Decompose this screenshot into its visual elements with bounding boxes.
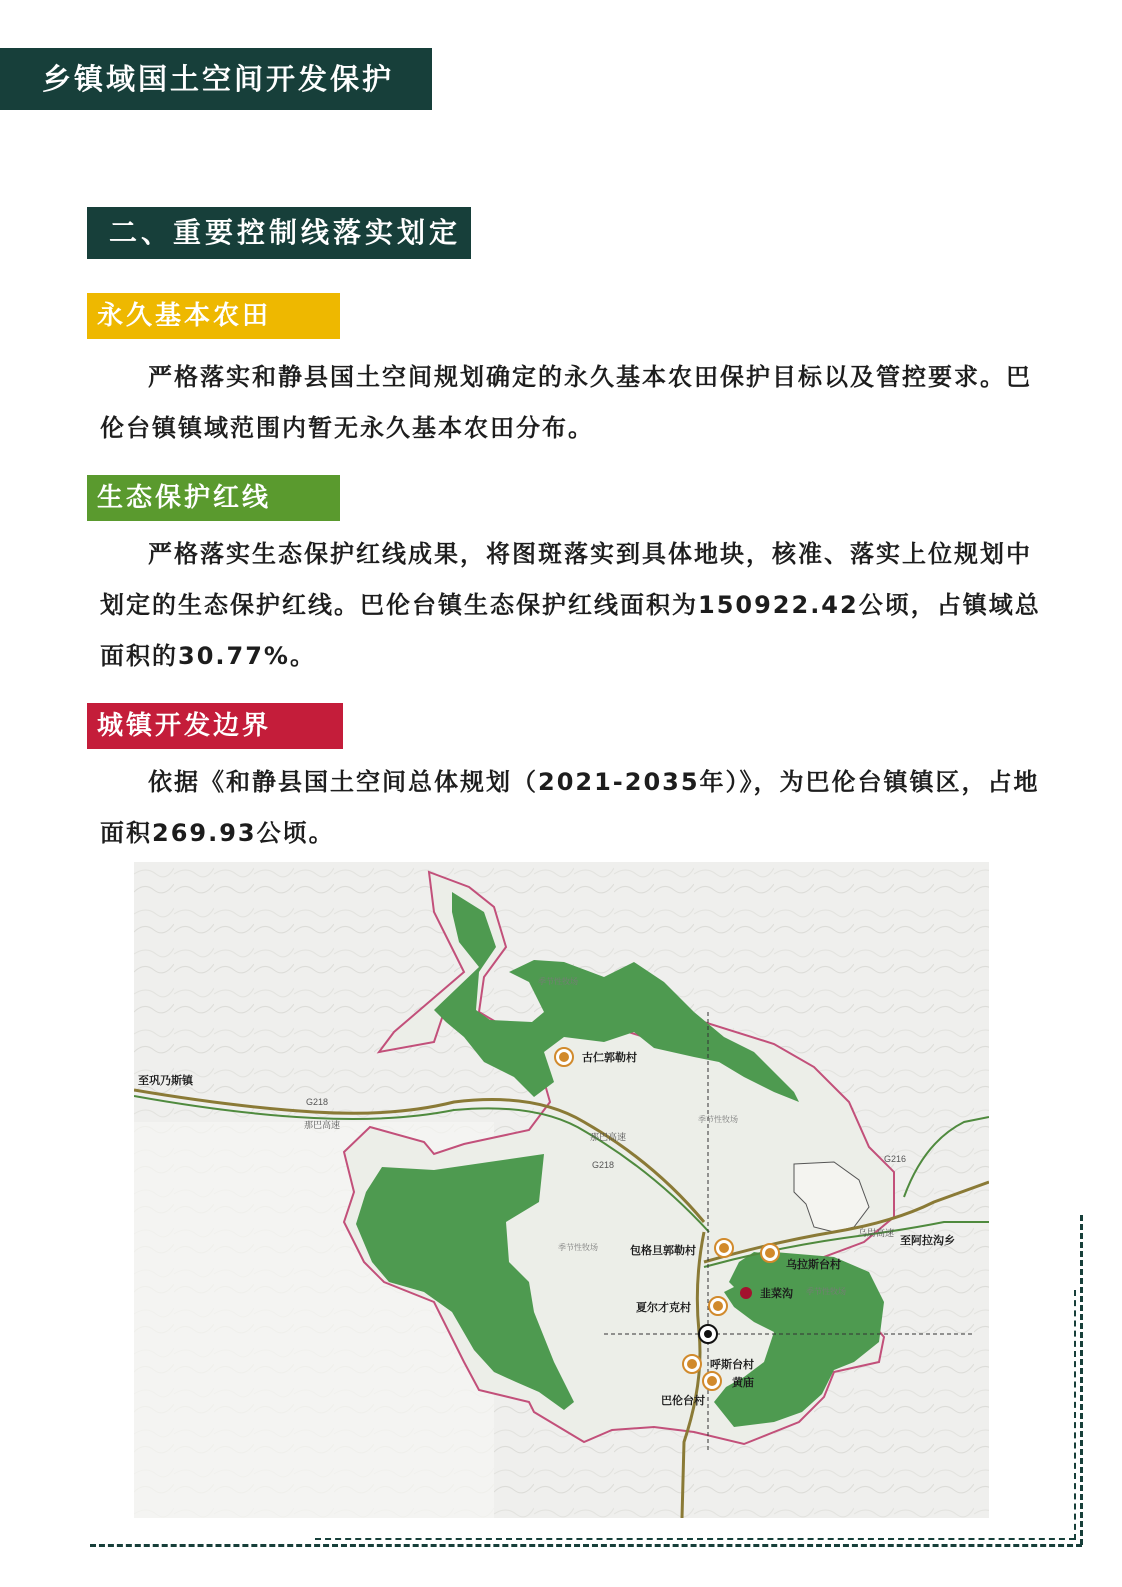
farmland-label — [87, 293, 340, 339]
poi-label-jiucaigou: 韭菜沟 — [760, 1287, 793, 1300]
ecology-paragraph: 严格落实生态保护红线成果，将图斑落实到具体地块，核准、落实上位规划中划定的生态保护红线。巴伦台镇生态保护红线面积为150922.42公顷，占镇域总面积的30.77%。 — [100, 540, 1041, 670]
poi-label-huangmiao: 黄庙 — [732, 1376, 754, 1389]
destination-label-gongnaisi: 至巩乃斯镇 — [138, 1074, 193, 1087]
page-header-banner — [0, 48, 432, 110]
section-title-text: 二、重要控制线落实划定 — [109, 216, 462, 249]
expressway-label-east: 乌尉高速 — [858, 1228, 895, 1238]
road-label-g218-central: G218 — [592, 1160, 615, 1170]
decorative-dashed-border-right — [1080, 1215, 1083, 1545]
expressway-label-west: 那巴高速 — [304, 1120, 341, 1130]
pasture-label-north: 季节性牧场 — [538, 977, 578, 986]
pasture-label-west: 季节性牧场 — [558, 1243, 598, 1252]
village-label-husitai: 呼斯台村 — [710, 1358, 754, 1371]
ecological-redline-map — [134, 862, 989, 1518]
farmland-label-text: 永久基本农田 — [97, 301, 272, 331]
road-label-g218-west: G218 — [306, 1097, 329, 1107]
destination-label-alagou: 至阿拉沟乡 — [900, 1234, 955, 1247]
page-header-title: 乡镇域国土空间开发保护 — [42, 62, 395, 96]
expressway-label-central: 那巴高速 — [590, 1132, 627, 1142]
urban-boundary-label — [87, 703, 343, 749]
decorative-dashed-border-right-inner — [1074, 1290, 1076, 1540]
ecology-label — [87, 475, 340, 521]
section-title — [87, 207, 471, 259]
pasture-label-east: 季节性牧场 — [806, 1287, 846, 1296]
ecology-label-text: 生态保护红线 — [97, 483, 272, 513]
road-label-g216: G216 — [884, 1154, 907, 1164]
poi-marker-huangmiao — [732, 1375, 754, 1389]
village-label-wulasitai: 乌拉斯台村 — [786, 1258, 841, 1271]
poi-marker-jiucaigou — [740, 1286, 793, 1300]
village-label-guren: 古仁郭勒村 — [582, 1051, 637, 1064]
pasture-label-central: 季节性牧场 — [698, 1115, 738, 1124]
farmland-paragraph: 严格落实和静县国土空间规划确定的永久基本农田保护目标以及管控要求。巴伦台镇镇域范围内暂无永久基本农田分布。 — [100, 363, 1032, 442]
village-label-baluntai: 巴伦台村 — [661, 1394, 705, 1407]
village-label-baogedan: 包格旦郭勒村 — [630, 1244, 696, 1257]
decorative-dashed-border-bottom-inner — [315, 1538, 1075, 1540]
township-center-dot — [704, 1330, 712, 1338]
village-marker-husitai — [683, 1355, 754, 1373]
map-svg — [134, 862, 989, 1518]
village-label-xiaercaike: 夏尔才克村 — [636, 1301, 691, 1314]
urban-boundary-label-text: 城镇开发边界 — [97, 711, 272, 741]
urban-boundary-paragraph: 依据《和静县国土空间总体规划（2021-2035年）》，为巴伦台镇镇区，占地面积269.93公顷。 — [100, 768, 1040, 847]
decorative-dashed-border-bottom — [90, 1544, 1082, 1547]
village-marker-guren — [555, 1048, 637, 1066]
